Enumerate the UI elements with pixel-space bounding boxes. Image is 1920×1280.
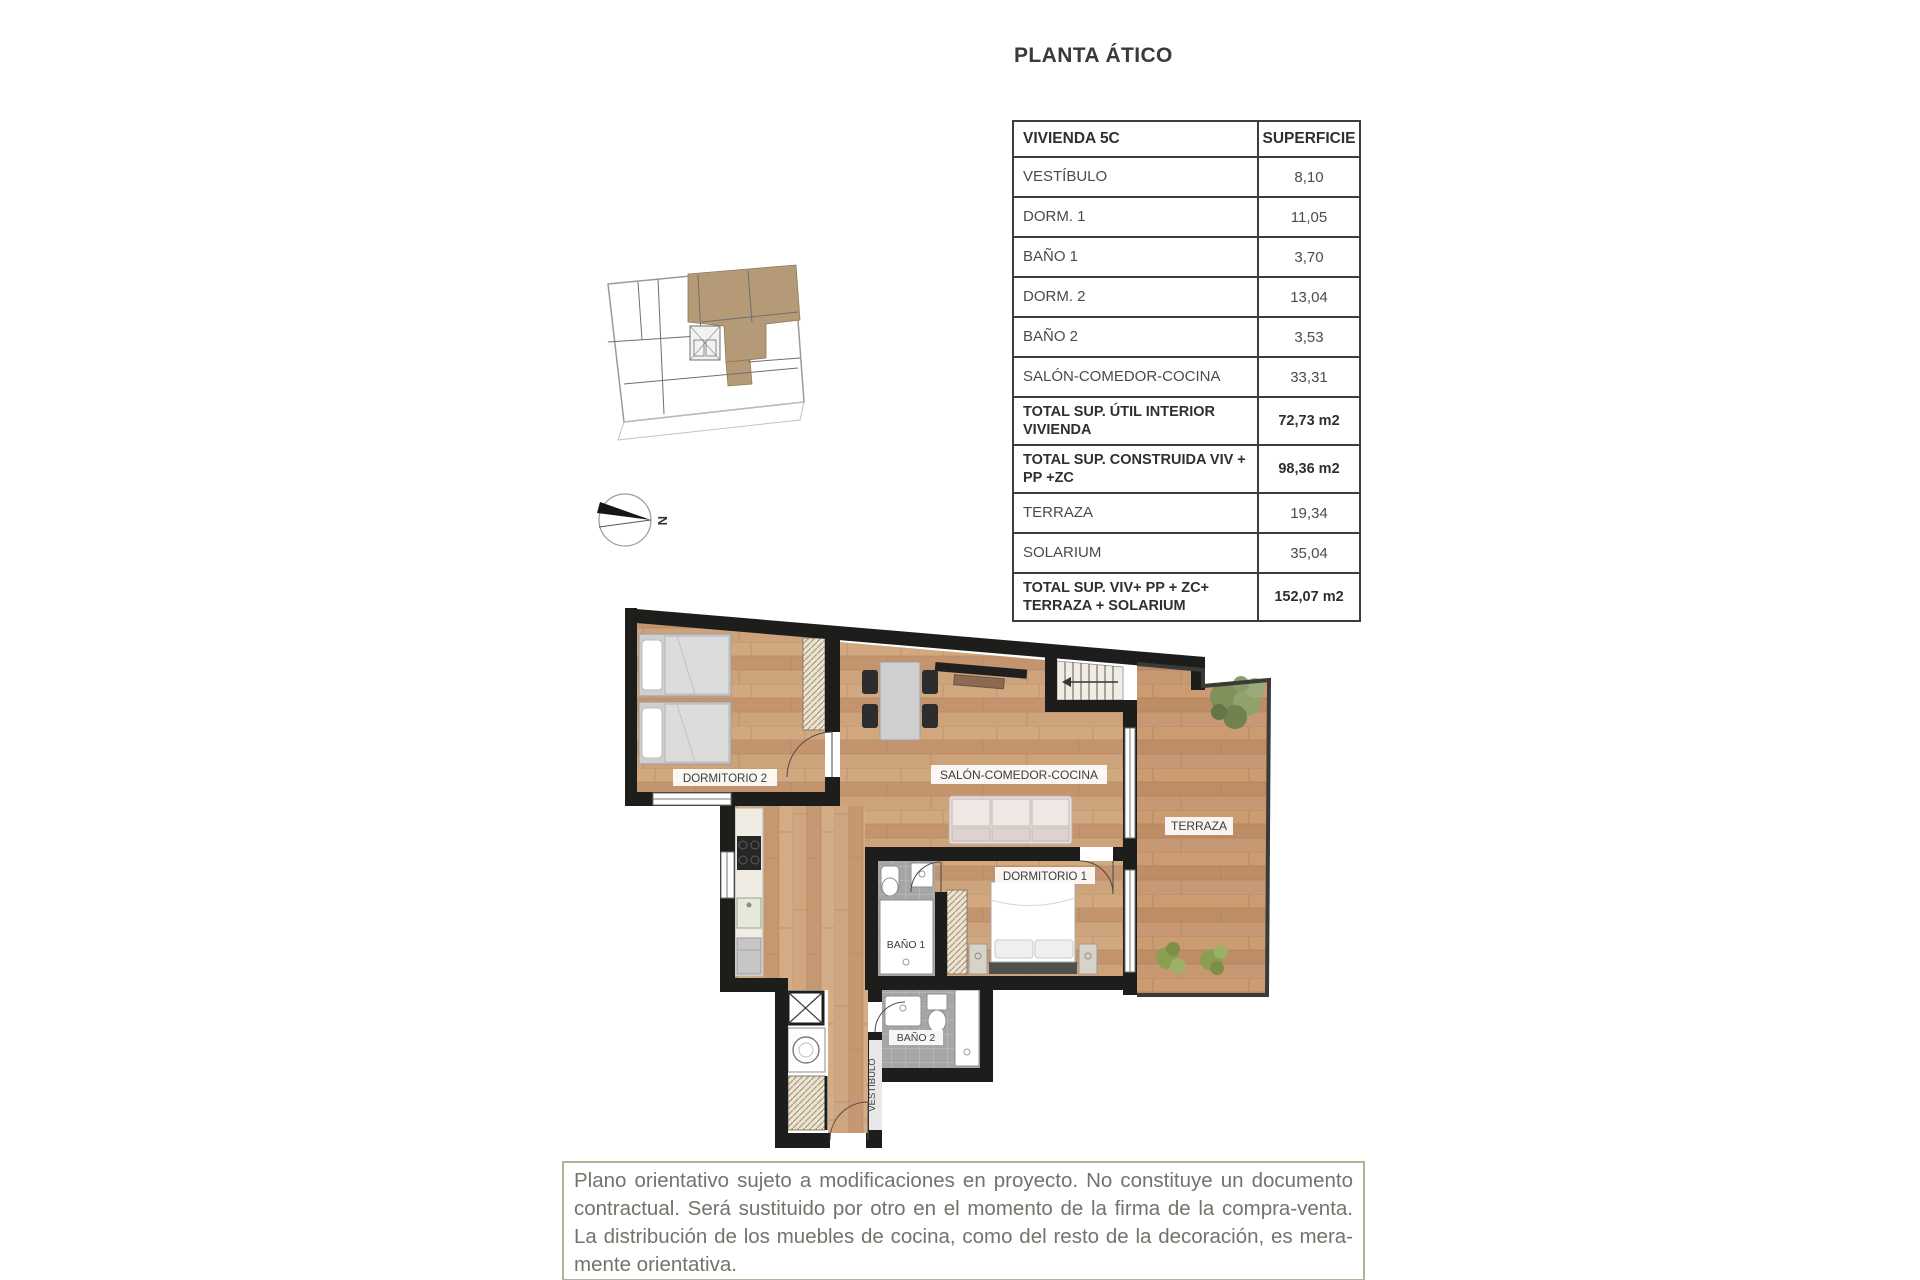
disclaimer-box xyxy=(562,1161,1365,1280)
room-label-cell: SALÓN-COMEDOR-COCINA xyxy=(1013,357,1258,397)
surface-value-cell: 19,34 xyxy=(1258,493,1360,533)
compass-needle xyxy=(597,502,651,520)
disclaimer-line: contractual. Será sustituido por otro en el momento de la firma de la compra-venta. xyxy=(574,1197,1353,1220)
floor-plan xyxy=(625,600,1285,1150)
table-row xyxy=(1013,493,1360,533)
table-row xyxy=(1013,357,1360,397)
stairs xyxy=(1057,661,1123,700)
room-label-cell: TOTAL SUP. VIV+ PP + ZC+ TERRAZA + SOLARIUM xyxy=(1013,573,1258,621)
label-dormitorio1: DORMITORIO 1 xyxy=(1002,871,1088,883)
surface-value-cell: 72,73 m2 xyxy=(1258,397,1360,445)
table-row-total xyxy=(1013,397,1360,445)
surface-value-cell: 35,04 xyxy=(1258,533,1360,573)
table-row xyxy=(1013,277,1360,317)
room-label-cell: BAÑO 2 xyxy=(1013,317,1258,357)
room-label-cell: BAÑO 1 xyxy=(1013,237,1258,277)
compass-tail-line xyxy=(599,520,651,527)
header-vivienda: VIVIENDA 5C xyxy=(1013,121,1258,157)
surface-value-cell: 3,70 xyxy=(1258,237,1360,277)
label-bano1: BAÑO 1 xyxy=(886,939,926,951)
key-plan xyxy=(598,262,813,447)
room-label-cell: TOTAL SUP. CONSTRUIDA VIV + PP +ZC xyxy=(1013,445,1258,493)
label-dormitorio2: DORMITORIO 2 xyxy=(682,773,768,785)
label-bano2: BAÑO 2 xyxy=(896,1032,936,1044)
table-row xyxy=(1013,197,1360,237)
surface-value-cell: 98,36 m2 xyxy=(1258,445,1360,493)
kitchen-counter xyxy=(735,808,763,976)
table-row xyxy=(1013,533,1360,573)
utility-column xyxy=(788,992,826,1130)
room-label-cell: TOTAL SUP. ÚTIL INTERIOR VIVIENDA xyxy=(1013,397,1258,445)
compass-circle xyxy=(599,494,651,546)
header-superficie: SUPERFICIE xyxy=(1258,121,1360,157)
room-label-cell: SOLARIUM xyxy=(1013,533,1258,573)
table-row xyxy=(1013,237,1360,277)
table-row-total xyxy=(1013,445,1360,493)
page-title: PLANTA ÁTICO xyxy=(1014,44,1173,67)
label-vestibulo: VESTÍBULO xyxy=(867,1058,878,1112)
label-terraza: TERRAZA xyxy=(1170,819,1228,833)
table-header-row xyxy=(1013,121,1360,157)
room-label-cell: DORM. 2 xyxy=(1013,277,1258,317)
disclaimer-line: La distribución de los muebles de cocina, como del resto de la decoración, es mera- xyxy=(574,1225,1353,1248)
table-row xyxy=(1013,317,1360,357)
bedroom2-wardrobe xyxy=(803,638,825,730)
surface-table xyxy=(1012,120,1361,622)
key-plan-core xyxy=(690,326,720,360)
surface-value-cell: 3,53 xyxy=(1258,317,1360,357)
north-arrow xyxy=(592,486,687,561)
table-row xyxy=(1013,157,1360,197)
disclaimer-line: Plano orientativo sujeto a modificaciones en proyecto. No constituye un documento xyxy=(574,1169,1353,1192)
surface-value-cell: 152,07 m2 xyxy=(1258,573,1360,621)
room-label-cell: TERRAZA xyxy=(1013,493,1258,533)
surface-value-cell: 33,31 xyxy=(1258,357,1360,397)
north-label: N xyxy=(655,516,670,526)
room-label-cell: VESTÍBULO xyxy=(1013,157,1258,197)
surface-value-cell: 13,04 xyxy=(1258,277,1360,317)
sofa xyxy=(949,796,1072,844)
disclaimer-line: mente orientativa. xyxy=(574,1253,737,1276)
surface-value-cell: 11,05 xyxy=(1258,197,1360,237)
label-salon: SALÓN-COMEDOR-COCINA xyxy=(939,768,1099,782)
room-label-cell: DORM. 1 xyxy=(1013,197,1258,237)
surface-value-cell: 8,10 xyxy=(1258,157,1360,197)
